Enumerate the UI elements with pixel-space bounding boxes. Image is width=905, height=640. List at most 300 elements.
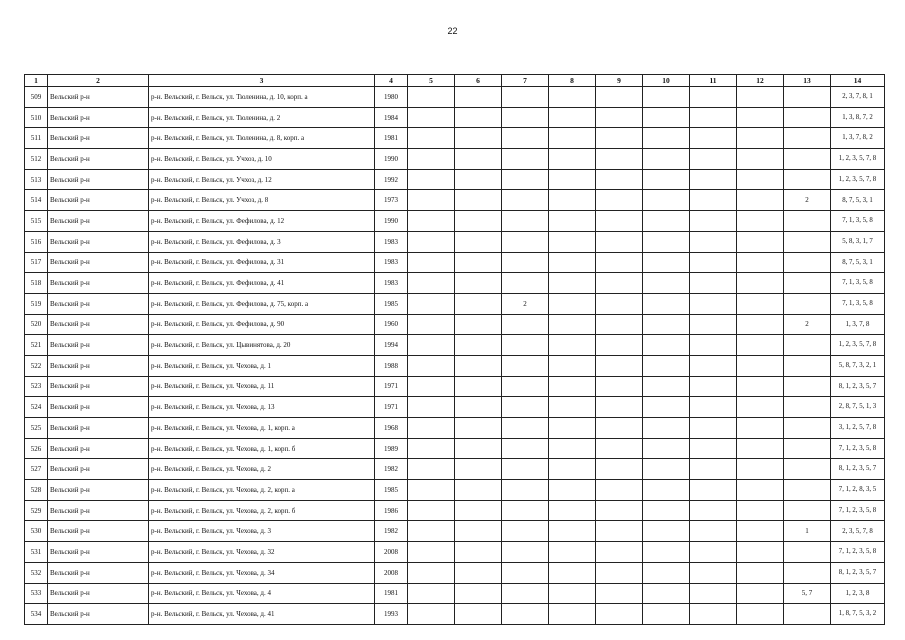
table-cell (549, 149, 596, 170)
table-cell (502, 376, 549, 397)
column-header: 7 (502, 75, 549, 87)
table-cell (455, 252, 502, 273)
table-cell: 1983 (375, 252, 408, 273)
table-cell: 534 (25, 604, 48, 625)
table-cell: р-н. Вельский, г. Вельск, ул. Цывинятова, д. 20 (149, 335, 375, 356)
table-cell (408, 562, 455, 583)
table-cell: 520 (25, 314, 48, 335)
table-cell: Вельский р-н (48, 562, 149, 583)
table-row (25, 355, 885, 376)
table-cell: 518 (25, 273, 48, 294)
table-cell (690, 252, 737, 273)
table-cell: 1982 (375, 459, 408, 480)
table-cell (549, 418, 596, 439)
table-cell: Вельский р-н (48, 211, 149, 232)
table-cell (643, 418, 690, 439)
table-cell: Вельский р-н (48, 604, 149, 625)
table-cell (737, 500, 784, 521)
table-cell (737, 355, 784, 376)
table-cell (502, 190, 549, 211)
table-cell (455, 459, 502, 480)
table-cell (502, 128, 549, 149)
table-cell: 1, 3, 7, 8 (831, 314, 885, 335)
table-cell: 522 (25, 355, 48, 376)
table-cell: 531 (25, 542, 48, 563)
table-cell (690, 169, 737, 190)
column-header: 3 (149, 75, 375, 87)
table-cell (784, 293, 831, 314)
table-cell (737, 480, 784, 501)
table-cell: 8, 1, 2, 3, 5, 7 (831, 562, 885, 583)
table-cell: 8, 1, 2, 3, 5, 7 (831, 376, 885, 397)
table-cell: Вельский р-н (48, 273, 149, 294)
table-cell (596, 542, 643, 563)
table-cell (690, 231, 737, 252)
table-cell: 2008 (375, 542, 408, 563)
table-cell (502, 397, 549, 418)
table-cell: р-н. Вельский, г. Вельск, ул. Фефилова, д. 90 (149, 314, 375, 335)
table-cell (784, 542, 831, 563)
table-cell (408, 583, 455, 604)
table-cell: 524 (25, 397, 48, 418)
table-cell (737, 252, 784, 273)
table-cell (643, 231, 690, 252)
table-cell: 2008 (375, 562, 408, 583)
table-cell (502, 500, 549, 521)
table-cell: Вельский р-н (48, 459, 149, 480)
table-row (25, 293, 885, 314)
table-cell (784, 418, 831, 439)
table-cell (408, 500, 455, 521)
table-cell: 7, 1, 2, 8, 3, 5 (831, 480, 885, 501)
table-cell (690, 87, 737, 108)
table-cell (502, 583, 549, 604)
table-cell (502, 273, 549, 294)
table-cell (596, 583, 643, 604)
table-cell (455, 149, 502, 170)
table-cell (596, 459, 643, 480)
table-row (25, 190, 885, 211)
table-cell: Вельский р-н (48, 397, 149, 418)
table-cell: Вельский р-н (48, 376, 149, 397)
table-cell (690, 521, 737, 542)
table-cell: р-н. Вельский, г. Вельск, ул. Чехова, д. 4 (149, 583, 375, 604)
table-cell (408, 604, 455, 625)
table-cell (737, 293, 784, 314)
table-cell (455, 273, 502, 294)
table-cell: Вельский р-н (48, 231, 149, 252)
table-cell: 529 (25, 500, 48, 521)
table-cell: р-н. Вельский, г. Вельск, ул. Чехова, д. 1, корп. б (149, 438, 375, 459)
table-cell: 1960 (375, 314, 408, 335)
table-cell (408, 252, 455, 273)
table-cell (549, 252, 596, 273)
table-cell (596, 355, 643, 376)
table-cell (596, 149, 643, 170)
table-cell (408, 273, 455, 294)
table-cell: 510 (25, 107, 48, 128)
table-cell (549, 480, 596, 501)
table-cell: 525 (25, 418, 48, 439)
table-cell: 1981 (375, 128, 408, 149)
table-cell: 2, 3, 5, 7, 8 (831, 521, 885, 542)
table-cell: 1990 (375, 211, 408, 232)
table-cell (690, 542, 737, 563)
table-row (25, 500, 885, 521)
table-cell (549, 107, 596, 128)
table-cell: 513 (25, 169, 48, 190)
table-cell: Вельский р-н (48, 128, 149, 149)
table-cell (737, 190, 784, 211)
table-cell: р-н. Вельский, г. Вельск, ул. Учхоз, д. 10 (149, 149, 375, 170)
table-cell (549, 604, 596, 625)
table-cell (643, 459, 690, 480)
table-cell (643, 87, 690, 108)
table-cell: 512 (25, 149, 48, 170)
table-cell (455, 562, 502, 583)
table-cell: Вельский р-н (48, 107, 149, 128)
column-header: 9 (596, 75, 643, 87)
table-cell: 1, 2, 3, 5, 7, 8 (831, 335, 885, 356)
table-cell (502, 252, 549, 273)
table-cell (643, 355, 690, 376)
table-cell: р-н. Вельский, г. Вельск, ул. Фефилова, д. 75, корп. а (149, 293, 375, 314)
table-cell (549, 583, 596, 604)
table-cell (737, 459, 784, 480)
table-cell (408, 293, 455, 314)
table-cell: 1, 2, 3, 5, 7, 8 (831, 149, 885, 170)
table-row (25, 273, 885, 294)
table-cell (784, 335, 831, 356)
table-cell (408, 521, 455, 542)
table-cell (596, 376, 643, 397)
table-cell (549, 273, 596, 294)
table-cell (643, 500, 690, 521)
table-cell: 1971 (375, 376, 408, 397)
table-cell (502, 521, 549, 542)
table-cell (690, 604, 737, 625)
table-cell: 7, 1, 2, 3, 5, 8 (831, 500, 885, 521)
table-row (25, 87, 885, 108)
table-cell (737, 87, 784, 108)
table-cell (690, 376, 737, 397)
table-cell (643, 583, 690, 604)
table-cell: 1983 (375, 231, 408, 252)
table-cell (596, 169, 643, 190)
table-cell (643, 107, 690, 128)
table-cell: р-н. Вельский, г. Вельск, ул. Учхоз, д. 8 (149, 190, 375, 211)
table-cell: 530 (25, 521, 48, 542)
table-cell (643, 128, 690, 149)
table-cell (737, 438, 784, 459)
table-cell: 7, 1, 2, 3, 5, 8 (831, 542, 885, 563)
table-cell: 1989 (375, 438, 408, 459)
table-cell (408, 376, 455, 397)
table-cell: р-н. Вельский, г. Вельск, ул. Тюленина, д. 10, корп. а (149, 87, 375, 108)
table-cell: 7, 1, 2, 3, 5, 8 (831, 438, 885, 459)
table-cell: 1 (784, 521, 831, 542)
table-cell (502, 87, 549, 108)
table-cell: 1986 (375, 500, 408, 521)
table-cell (408, 87, 455, 108)
table-cell (502, 480, 549, 501)
table-cell (455, 190, 502, 211)
table-cell: 514 (25, 190, 48, 211)
table-cell (690, 355, 737, 376)
column-header: 6 (455, 75, 502, 87)
table-cell: р-н. Вельский, г. Вельск, ул. Учхоз, д. 12 (149, 169, 375, 190)
table-cell (784, 376, 831, 397)
table-cell: 1983 (375, 273, 408, 294)
table-cell (502, 314, 549, 335)
table-cell (737, 521, 784, 542)
table-cell (455, 355, 502, 376)
table-cell: 1, 3, 8, 7, 2 (831, 107, 885, 128)
table-cell: 7, 1, 3, 5, 8 (831, 211, 885, 232)
table-cell (784, 397, 831, 418)
table-cell (455, 583, 502, 604)
table-cell (502, 562, 549, 583)
table-cell: 2, 3, 7, 8, 1 (831, 87, 885, 108)
table-cell (690, 107, 737, 128)
table-cell (784, 604, 831, 625)
table-cell (784, 438, 831, 459)
table-row (25, 252, 885, 273)
table-cell (502, 604, 549, 625)
table-cell (643, 169, 690, 190)
column-header: 10 (643, 75, 690, 87)
table-cell (408, 335, 455, 356)
table-cell (737, 211, 784, 232)
table-cell (690, 397, 737, 418)
table-cell: 1, 3, 7, 8, 2 (831, 128, 885, 149)
table-cell: 7, 1, 3, 5, 8 (831, 293, 885, 314)
table-cell (596, 87, 643, 108)
table-cell: р-н. Вельский, г. Вельск, ул. Чехова, д. 2 (149, 459, 375, 480)
table-cell (549, 169, 596, 190)
table-cell (455, 169, 502, 190)
table-cell (784, 500, 831, 521)
table-cell (502, 335, 549, 356)
table-cell (549, 293, 596, 314)
table-cell (549, 335, 596, 356)
table-row (25, 335, 885, 356)
table-cell (643, 149, 690, 170)
table-cell (455, 128, 502, 149)
table-cell: Вельский р-н (48, 252, 149, 273)
table-row (25, 376, 885, 397)
table-cell (643, 521, 690, 542)
table-cell: 8, 7, 5, 3, 1 (831, 252, 885, 273)
table-cell: 521 (25, 335, 48, 356)
table-cell (408, 397, 455, 418)
table-cell (784, 128, 831, 149)
table-cell (643, 211, 690, 232)
table-cell: 511 (25, 128, 48, 149)
table-cell (643, 562, 690, 583)
table-cell (502, 169, 549, 190)
table-cell (455, 521, 502, 542)
table-cell (502, 438, 549, 459)
table-cell (737, 314, 784, 335)
table-body (25, 87, 885, 625)
table-cell: 533 (25, 583, 48, 604)
table-cell (596, 211, 643, 232)
table-cell: 8, 1, 2, 3, 5, 7 (831, 459, 885, 480)
table-cell: Вельский р-н (48, 314, 149, 335)
table-cell: Вельский р-н (48, 438, 149, 459)
table-cell (596, 480, 643, 501)
table-cell: р-н. Вельский, г. Вельск, ул. Тюленина, д. 8, корп. а (149, 128, 375, 149)
table-cell (643, 335, 690, 356)
table-cell: 3, 1, 2, 5, 7, 8 (831, 418, 885, 439)
table-cell (455, 231, 502, 252)
table-cell (690, 480, 737, 501)
table-cell: 509 (25, 87, 48, 108)
table-cell (502, 355, 549, 376)
table-cell (737, 604, 784, 625)
table-cell (643, 604, 690, 625)
table-cell (596, 438, 643, 459)
table-row (25, 542, 885, 563)
table-row (25, 583, 885, 604)
table-cell (784, 355, 831, 376)
table-cell (408, 314, 455, 335)
table-cell (690, 335, 737, 356)
table-cell: 517 (25, 252, 48, 273)
table-cell (690, 314, 737, 335)
table-cell: 523 (25, 376, 48, 397)
table-cell (596, 521, 643, 542)
table-cell: 2 (502, 293, 549, 314)
table-cell (737, 418, 784, 439)
table-cell (502, 231, 549, 252)
table-cell (690, 190, 737, 211)
table-cell (690, 500, 737, 521)
table-cell: 1992 (375, 169, 408, 190)
table-cell (408, 169, 455, 190)
table-cell (549, 376, 596, 397)
table-row (25, 149, 885, 170)
column-header: 5 (408, 75, 455, 87)
table-cell (549, 459, 596, 480)
table-cell: 1, 2, 3, 5, 7, 8 (831, 169, 885, 190)
column-header: 14 (831, 75, 885, 87)
table-cell (502, 542, 549, 563)
column-header: 4 (375, 75, 408, 87)
table-cell (549, 314, 596, 335)
table-cell: р-н. Вельский, г. Вельск, ул. Чехова, д. 1 (149, 355, 375, 376)
table-cell (455, 542, 502, 563)
table-cell (549, 500, 596, 521)
table-cell (408, 149, 455, 170)
table-cell (643, 542, 690, 563)
table-cell: р-н. Вельский, г. Вельск, ул. Чехова, д. 2, корп. а (149, 480, 375, 501)
table-cell (784, 480, 831, 501)
table-cell (596, 231, 643, 252)
table-cell (784, 252, 831, 273)
table-cell: 1982 (375, 521, 408, 542)
table-cell: 1994 (375, 335, 408, 356)
data-table (24, 74, 885, 625)
table-cell (737, 128, 784, 149)
table-cell (549, 521, 596, 542)
table-cell (737, 397, 784, 418)
table-cell (455, 107, 502, 128)
table-cell: р-н. Вельский, г. Вельск, ул. Чехова, д. 34 (149, 562, 375, 583)
table-cell (737, 169, 784, 190)
table-cell (596, 604, 643, 625)
table-cell (549, 87, 596, 108)
table-cell: 1985 (375, 293, 408, 314)
table-cell: Вельский р-н (48, 480, 149, 501)
table-row (25, 521, 885, 542)
table-cell: Вельский р-н (48, 335, 149, 356)
table-row (25, 604, 885, 625)
table-cell: 527 (25, 459, 48, 480)
table-cell (455, 314, 502, 335)
column-header: 12 (737, 75, 784, 87)
table-cell: Вельский р-н (48, 190, 149, 211)
table-row (25, 211, 885, 232)
table-cell (502, 149, 549, 170)
column-header: 8 (549, 75, 596, 87)
table-cell (690, 273, 737, 294)
table-cell (690, 418, 737, 439)
table-cell: 1984 (375, 107, 408, 128)
table-cell (784, 87, 831, 108)
table-cell (549, 397, 596, 418)
table-row (25, 314, 885, 335)
table-row (25, 418, 885, 439)
table-cell (596, 293, 643, 314)
table-cell (737, 376, 784, 397)
table-cell (643, 293, 690, 314)
table-cell (455, 480, 502, 501)
column-header: 13 (784, 75, 831, 87)
table-cell (596, 252, 643, 273)
table-cell: р-н. Вельский, г. Вельск, ул. Чехова, д. 11 (149, 376, 375, 397)
table-cell (784, 459, 831, 480)
table-cell (455, 397, 502, 418)
table-cell (784, 562, 831, 583)
table-cell (408, 459, 455, 480)
table-cell (596, 107, 643, 128)
table-cell (549, 542, 596, 563)
table-cell (408, 107, 455, 128)
table-cell (643, 397, 690, 418)
table-cell (784, 149, 831, 170)
table-row (25, 231, 885, 252)
table-cell (455, 335, 502, 356)
table-cell (502, 107, 549, 128)
table-cell: Вельский р-н (48, 542, 149, 563)
table-cell: Вельский р-н (48, 418, 149, 439)
table-cell (690, 128, 737, 149)
table-cell (737, 231, 784, 252)
table-cell: 528 (25, 480, 48, 501)
table-row (25, 459, 885, 480)
table-cell (643, 190, 690, 211)
table-cell (455, 418, 502, 439)
table-cell: р-н. Вельский, г. Вельск, ул. Чехова, д. 13 (149, 397, 375, 418)
table-cell: 2 (784, 314, 831, 335)
table-cell (737, 542, 784, 563)
table-cell: р-н. Вельский, г. Вельск, ул. Фефилова, д. 3 (149, 231, 375, 252)
table-cell: Вельский р-н (48, 583, 149, 604)
table-cell: р-н. Вельский, г. Вельск, ул. Фефилова, д. 12 (149, 211, 375, 232)
table-cell (596, 314, 643, 335)
